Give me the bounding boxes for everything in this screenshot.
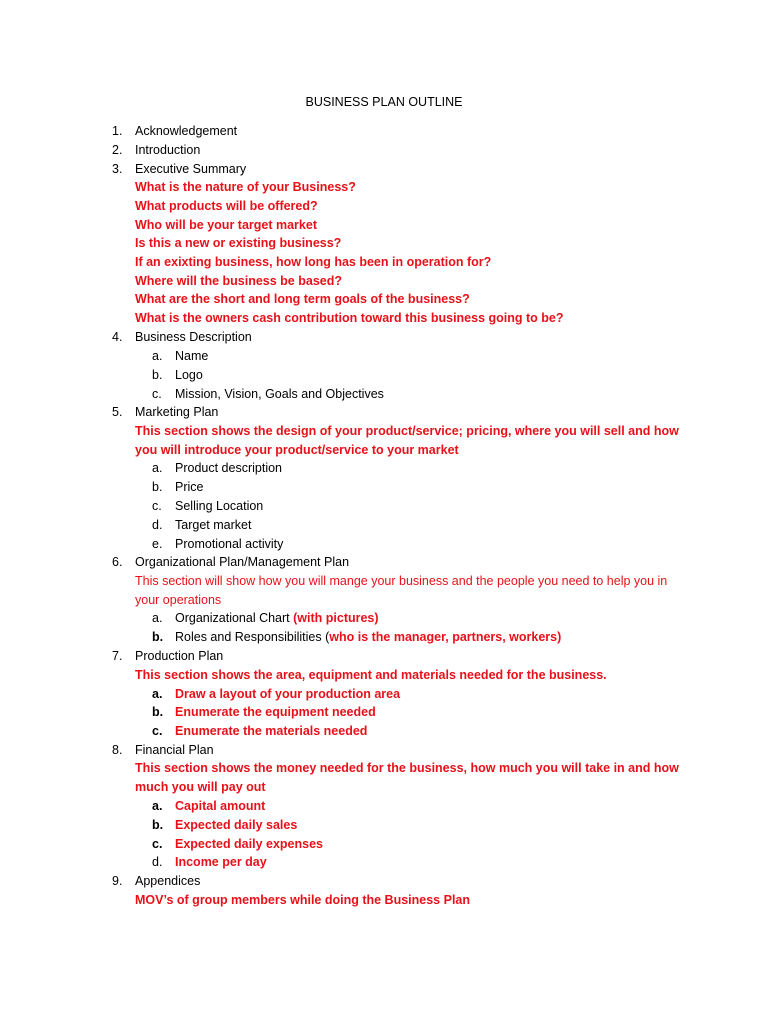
sub-text: Expected daily expenses <box>175 837 323 851</box>
sub-text-highlight: who is the manager, partners, workers) <box>329 630 562 644</box>
sub-letter: e. <box>152 537 163 551</box>
sub-letter: d. <box>152 518 163 532</box>
item-number: 6. <box>112 555 123 569</box>
sub-letter: b. <box>152 818 164 832</box>
item-number: 5. <box>112 405 123 419</box>
sub-text: Organizational Chart <box>175 611 294 625</box>
sub-text: Promotional activity <box>175 537 284 551</box>
item-label: Financial Plan <box>135 743 214 757</box>
item-label: Business Description <box>135 330 252 344</box>
sub-letter: c. <box>152 387 162 401</box>
sub-letter: a. <box>152 349 163 363</box>
item-number: 8. <box>112 743 123 757</box>
item-label: Appendices <box>135 874 201 888</box>
item-number: 3. <box>112 162 123 176</box>
sub-text: Target market <box>175 518 252 532</box>
item-label: Marketing Plan <box>135 405 219 419</box>
item-number: 7. <box>112 649 123 663</box>
sub-letter: b. <box>152 630 164 644</box>
sub-text: Roles and Responsibilities ( <box>175 630 330 644</box>
note-line: What is the nature of your Business? <box>135 180 356 194</box>
item-label: Production Plan <box>135 649 224 663</box>
sub-text: Enumerate the materials needed <box>175 724 368 738</box>
note-line: your operations <box>135 593 222 607</box>
sub-letter: a. <box>152 799 163 813</box>
sub-text: Price <box>175 480 204 494</box>
note-line: This section shows the area, equipment and materials needed for the business. <box>135 668 607 682</box>
sub-letter: b. <box>152 368 163 382</box>
sub-text: Draw a layout of your production area <box>175 687 401 701</box>
note-line: Is this a new or existing business? <box>135 236 342 250</box>
sub-text: Product description <box>175 461 283 475</box>
sub-text-highlight: (with pictures) <box>293 611 379 625</box>
item-number: 2. <box>112 143 123 157</box>
sub-text: Income per day <box>175 855 267 869</box>
item-number: 1. <box>112 124 123 138</box>
item-label: Executive Summary <box>135 162 247 176</box>
note-line: This section will show how you will mange your business and the people you need to help you in <box>135 574 668 588</box>
sub-text: Selling Location <box>175 499 264 513</box>
sub-letter: a. <box>152 461 163 475</box>
sub-text-wrap <box>175 629 561 645</box>
item-label: Organizational Plan/Management Plan <box>135 555 350 569</box>
sub-text: Name <box>175 349 209 363</box>
sub-letter: c. <box>152 499 162 513</box>
note-line: This section shows the money needed for the business, how much you will take in and how <box>135 761 679 775</box>
note-line: If an exixting business, how long has been in operation for? <box>135 255 492 269</box>
sub-text: Logo <box>175 368 203 382</box>
note-line: Who will be your target market <box>135 218 317 232</box>
note-line: What are the short and long term goals of the business? <box>135 292 470 306</box>
sub-letter: a. <box>152 687 163 701</box>
sub-text: Mission, Vision, Goals and Objectives <box>175 387 384 401</box>
sub-letter: a. <box>152 611 163 625</box>
sub-text: Enumerate the equipment needed <box>175 705 376 719</box>
note-line: you will introduce your product/service to your market <box>135 443 459 457</box>
note-line: What is the owners cash contribution toward this business going to be? <box>135 311 564 325</box>
sub-letter: c. <box>152 724 163 738</box>
note-line: What products will be offered? <box>135 199 318 213</box>
item-number: 9. <box>112 874 123 888</box>
note-line: much you will pay out <box>135 780 266 794</box>
sub-text-wrap <box>175 610 379 626</box>
sub-letter: c. <box>152 837 163 851</box>
note-line: This section shows the design of your product/service; pricing, where you will sell and how <box>135 424 679 438</box>
item-label: Acknowledgement <box>135 124 238 138</box>
item-number: 4. <box>112 330 123 344</box>
sub-text: Capital amount <box>175 799 266 813</box>
sub-text: Expected daily sales <box>175 818 298 832</box>
note-line: MOV’s of group members while doing the Business Plan <box>135 893 471 907</box>
item-label: Introduction <box>135 143 201 157</box>
sub-letter: b. <box>152 480 163 494</box>
sub-letter: b. <box>152 705 164 719</box>
sub-letter: d. <box>152 855 163 869</box>
document-title: BUSINESS PLAN OUTLINE <box>305 95 463 109</box>
note-line: Where will the business be based? <box>135 274 342 288</box>
